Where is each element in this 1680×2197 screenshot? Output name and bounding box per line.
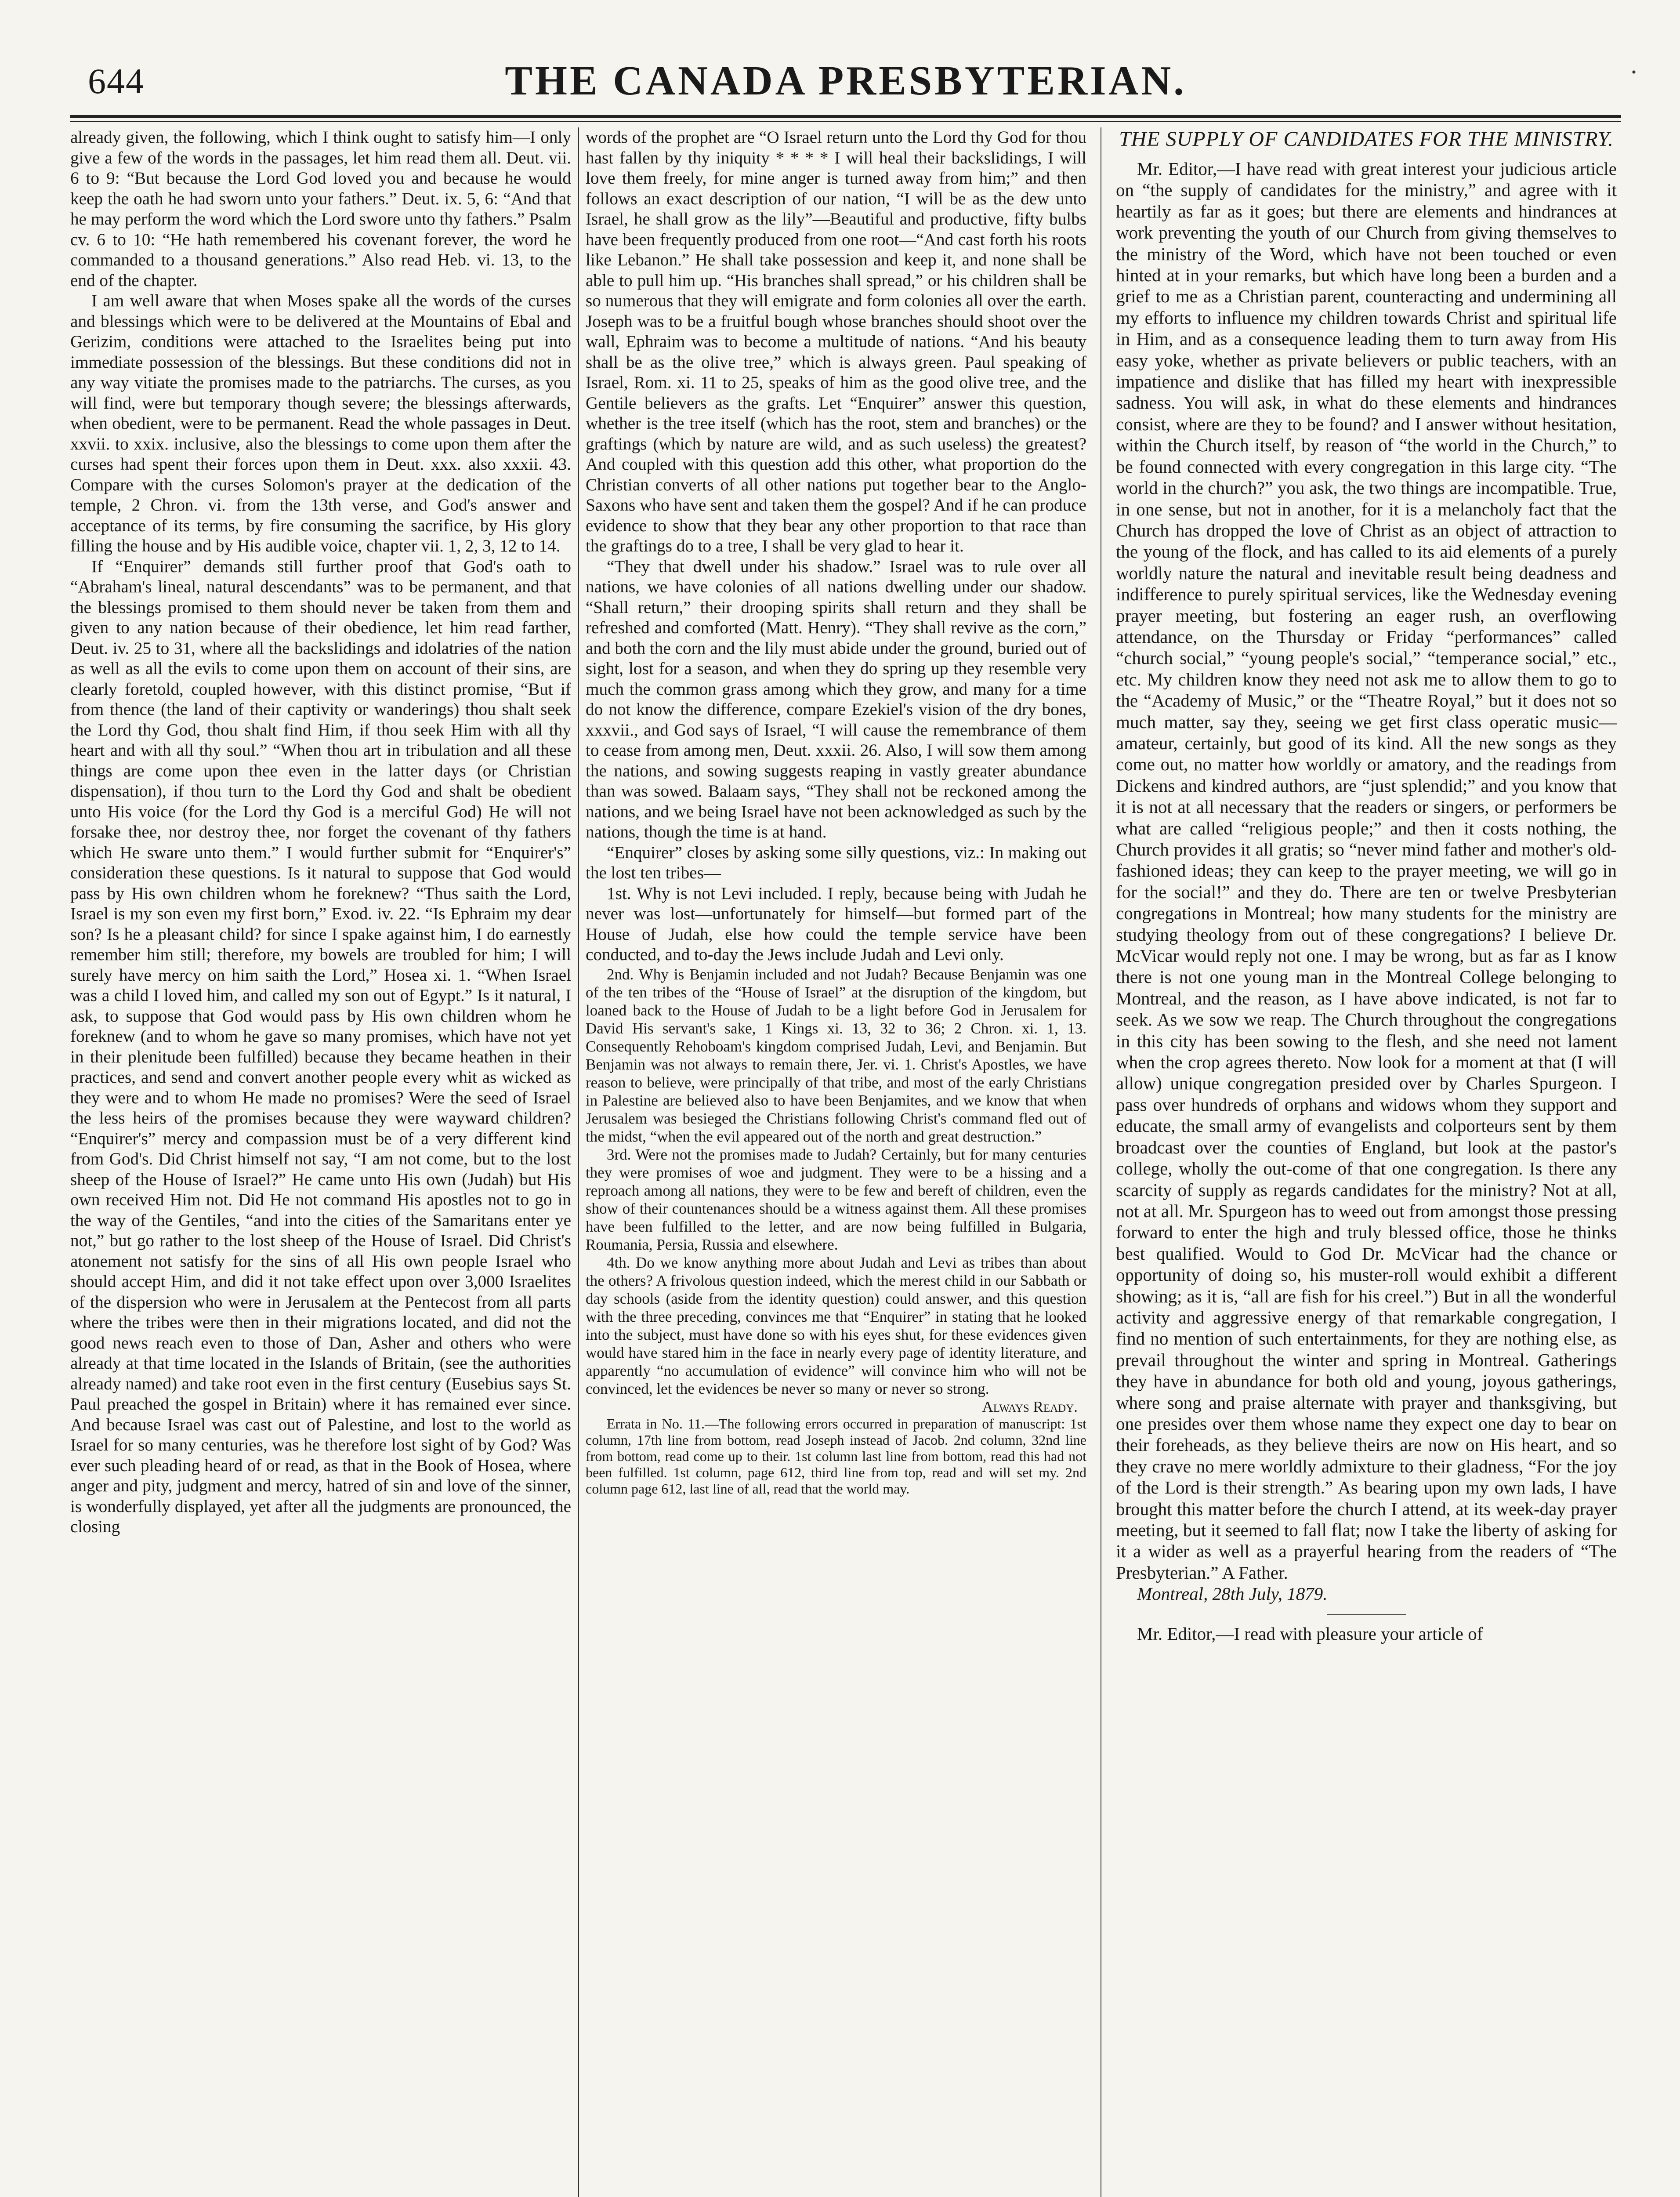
article-paragraph: words of the prophet are “O Israel return unto the Lord thy God for thou hast fallen by thy iniquity * * * * I will heal their backslidings, I will love them freely, for mine anger is turned away from him;” and then follows an exact description of our nation, “I will be as the dew unto Israel, he shall grow as the lily”—Beautiful and productive, fifty bulbs have been frequently produced from one root—“And cast forth his roots like Lebanon.” He shall take possession and keep it, and none shall be able to pull him up. “His branches shall spread,” or his children shall be so numerous that they will emigrate and form colonies all over the earth. Joseph was to be a fruitful bough whose branches should shoot over the wall, Ephraim was to become a multitude of nations. “And his beauty shall be as the olive tree,” which is always green. Paul speaking of Israel, Rom. xi. 11 to 25, speaks of him as the good olive tree, and the Gentile believers as the grafts. Let “Enquirer” answer this question, whether is the tree itself (which has the root, stem and branches) or the graftings (which by nature are wild, and as such useless) the greatest? And coupled with this question add this other, what proportion do the Christian converts of all other nations put together bear to the Anglo-Saxons who have sent and taken them the gospel? And if he can produce evidence to show that they bear any other proportion to that race than the graftings do to a tree, I shall be very glad to hear it.: [586, 128, 1086, 555]
article-paragraph: “Enquirer” closes by asking some silly questions, viz.: In making out the lost ten tribes—: [586, 843, 1086, 882]
column-right: [1116, 127, 1617, 2197]
article-paragraph: 1st. Why is not Levi included. I reply, because being with Judah he never was lost—unfortunately for himself—but formed part of the House of Judah, else how could the temple service have been conducted, and to-day the Jews include Judah and Levi only.: [586, 884, 1086, 964]
article-paragraph: 4th. Do we know anything more about Judah and Levi as tribes than about the others? A frivolous question indeed, which the merest child in our Sabbath or day schools (aside from the identity question) could answer, and this question with the three preceding, convinces me that “Enquirer” in stating that he looked into the subject, must have done so with his eyes shut, for these evidences given would have stared him in the face in nearly every page of identity literature, and apparently “no accumulation of evidence” will convince him who will not be convinced, let the evidences be never so many or never so strong.: [586, 1254, 1086, 1397]
page-number: 644: [88, 61, 145, 101]
newspaper-title: THE CANADA PRESBYTERIAN.: [505, 58, 1187, 104]
column-divider-1: [578, 127, 579, 2197]
errata-notice: Errata in No. 11.—The following errors occurred in preparation of manuscript: 1st column, 17th line from bottom, read Joseph instead of Jacob. 2nd column, 32nd line from bottom, read come up to their. 1st column last line from bottom, read this had not been fulfilled. 1st column, page 612, third line from top, read and will set my. 2nd column page 612, last line of all, read that the world may.: [586, 1415, 1086, 1497]
column-middle: [586, 127, 1086, 2197]
article-paragraph: 3rd. Were not the promises made to Judah? Certainly, but for many centuries they were promises of woe and judgment. They were to be a hissing and a reproach among all nations, they were to be few and bereft of children, even the show of their countenances should be a witness against them. All these promises have been fulfilled to the letter, and are now being fulfilled in Bulgaria, Roumania, Persia, Russia and elsewhere.: [586, 1146, 1086, 1253]
article-paragraph: Mr. Editor,—I have read with great interest your judicious article on “the supply of candidates for the ministry,” and agree with it heartily as far as it goes; but there are elements and hindrances at work preventing the youth of our Church from giving themselves to the ministry of the Word, which have not been touched or even hinted at in your remarks, but which have long been a burden and a grief to me as a Christian parent, counteracting and undermining all my efforts to influence my children towards Christ and spiritual life in Him, and as a consequence leading them to turn away from His easy yoke, whether as private believers or public teachers, with an impatience and dislike that has filled my heart with inexpressible sadness. You will ask, in what do these elements and hindrances consist, where are they to be found? and I answer without hesitation, within the Church itself, by reason of “the world in the Church,” to be found connected with every congregation in this large city. “The world in the church?” you ask, the two things are incompatible. True, in one sense, but not in another, for it is a melancholy fact that the Church has dropped the love of Christ as an object of attraction to the young of the flock, and has called to its aid elements of a purely worldly nature the natural and inevitable result being deadness and indifference to purely spiritual services, like the Wednesday evening prayer meeting, but fostering an eager rush, an overflowing attendance, on the Thursday or Friday “performances” called “church social,” “young people's social,” “temperance social,” etc., etc. My children know they need not ask me to allow them to go to the “Academy of Music,” or the “Theatre Royal,” but it does not so much matter, say they, seeing we get first class operatic music—amateur, certainly, but good of its kind. All the new songs as they come out, no matter how worldly or amatory, and the readings from Dickens and kindred authors, are “just splendid;” and you know that it is not at all necessary that the readers or singers, or performers be what are called “religious people;” and then it costs nothing, the Church provides it all gratis; so “never mind father and mother's old-fashioned ideas; they can keep to the prayer meeting, we will go in for the social!” and they do. There are ten or twelve Presbyterian congregations in Montreal; how many students for the ministry are studying theology from out of these congregations? I believe Dr. McVicar would reply not one. I may be wrong, but as far as I know there is not one young man in the Montreal College belonging to Montreal, and the reason, as I have above indicated, is not far to seek. As we sow we reap. The Church throughout the congregations in this city has been sowing to the flesh, and she need not lament when the crop agrees thereto. Now look for a moment at that (I will allow) unique congregation presided over by Charles Spurgeon. I pass over hundreds of orphans and widows whom they support and educate, the small army of evangelists and colporteurs sent by them broadcast over the counties of England, but look at the pastor's college, wholly the out-come of that one congregation. Is there any scarcity of supply as regards candidates for the ministry? Not at all, not at all. Mr. Spurgeon has to weed out from amongst those pressing forward to enter the high and truly blessed office, those he thinks best qualified. Would to God Dr. McVicar had the chance or opportunity of doing so, his muster-roll would exhibit a different showing; as it is, “all are fish for his creel.”) But in all the wonderful activity and aggressive energy of that remarkable congregation, I find no mention of such entertainments, for they are nothing else, as prevail throughout the winter and spring in Montreal. Gatherings they have in abundance for both old and young, joyous gatherings, where song and praise alternate with prayer and thanksgiving, but one presides over them whose name they expect one day to bear on their foreheads, as they believe theirs are now on His heart, and so they crave no mere worldly admixture to their gladness, “For the joy of the Lord is their strength.” As bearing upon my own lads, I have brought this matter before the church I attend, at its week-day prayer meeting, but it seemed to fall flat; now I take the liberty of asking for it a wider as well as a prayerful hearing from the readers of “The Presbyterian.” A Father.: [1116, 159, 1617, 1583]
article-paragraph: already given, the following, which I think ought to satisfy him—I only give a few of the words in the passages, let him read them all. Deut. vii. 6 to 9: “But because the Lord God loved you and because he would keep the oath he had sworn unto your fathers.” Deut. ix. 5, 6: “And that he may perform the word which the Lord swore unto thy fathers.” Psalm cv. 6 to 10: “He hath remembered his covenant forever, the word he commanded to a thousand generations.” Also read Heb. vi. 13, to the end of the chapter.: [70, 128, 571, 290]
column-left: [70, 127, 571, 2197]
article-paragraph: I am well aware that when Moses spake all the words of the curses and blessings which were to be delivered at the Mountains of Ebal and Gerizim, conditions were attached to the Israelites being put into immediate possession of the blessings. But these conditions did not in any way vitiate the promises made to the patriarchs. The curses, as you will find, were but temporary though severe; the blessings afterwards, when obedient, were to be permanent. Read the whole passages in Deut. xxvii. to xxix. inclusive, also the blessings to come upon them after the curses had spent their forces upon them in Deut. xxx. also xxxii. 43. Compare with the curses Solomon's prayer at the dedication of the temple, 2 Chron. vi. from the 13th verse, and God's answer and acceptance of its terms, by fire consuming the sacrifice, by His glory filling the house and by His audible voice, chapter vii. 1, 2, 3, 12 to 14.: [70, 291, 571, 555]
place-date-line: Montreal, 28th July, 1879.: [1137, 1584, 1328, 1604]
article-paragraph: 2nd. Why is Benjamin included and not Judah? Because Benjamin was one of the ten tribes of the “House of Israel” at the disruption of the kingdom, but loaned back to the House of Judah to be a light before God in Jerusalem for David His servant's sake, 1 Kings xi. 13, 32 to 36; 2 Chron. xi. 1, 13. Consequently Rehoboam's kingdom comprised Judah, Levi, and Benjamin. But Benjamin was not always to remain there, Jer. vi. 1. Christ's Apostles, we have reason to believe, were principally of that tribe, and most of the early Christians in Palestine are believed also to have been Benjamites, and we know that when Jerusalem was besieged the Christians following Christ's command fled out of the midst, “when the evil appeared out of the north and great destruction.”: [586, 965, 1086, 1145]
masthead: [88, 57, 1604, 114]
article-paragraph: If “Enquirer” demands still further proof that God's oath to “Abraham's lineal, natural descendants” was to be permanent, and that the blessings promised to them should never be taken from them and given to any nation because of their obedience, let him read farther, Deut. iv. 25 to 31, where all the backslidings and idolatries of the nation as well as all the evils to come upon them on account of their sins, are clearly foretold, coupled however, with this distinct promise, “But if from thence (the land of their captivity or wanderings) thou shalt seek the Lord thy God, thou shalt find Him, if thou seek Him with all thy heart and with all thy soul.” “When thou art in tribulation and all these things are come upon thee even in the latter days (or Christian dispensation), if thou turn to the Lord thy God and shalt be obedient unto His voice (for the Lord thy God is a merciful God) He will not forsake thee, nor destroy thee, nor forget the covenant of thy fathers which He sware unto them.” I would further submit for “Enquirer's” consideration these questions. Is it natural to suppose that God would pass by His own children whom he foreknew? “Thus saith the Lord, Israel is my son even my first born,” Exod. iv. 22. “Is Ephraim my dear son? Is he a pleasant child? for since I spake against him, I do earnestly remember him still; therefore, my bowels are troubled for him; I will surely have mercy on him saith the Lord,” Hosea xi. 1. “When Israel was a child I loved him, and called my son out of Egypt.” Is it natural, I ask, to suppose that God would pass by His own children whom he foreknew (and to whom he gave so many promises, which have not yet in their plenitude been fulfilled) because they became heathen in their practices, and send and convert another people every whit as wicked as they were and to whom He made no promises? Were the seed of Israel the less heirs of the promises because they were wayward children? “Enquirer's” mercy and compassion must be of a very different kind from God's. Did Christ himself not say, “I am not come, but to the lost sheep of the House of Israel?” He came unto His own (Judah) but His own received Him not. Did He not command His apostles not to go in the way of the Gentiles, “and into the cities of the Samaritans enter ye not,” but go rather to the lost sheep of the House of Israel. Did Christ's atonement not satisfy for the sins of all His own people Israel who should accept Him, and did it not take effect upon over 3,000 Israelites of the dispersion who were in Jerusalem at the Pentecost from all parts where the tribes were then in their migrations located, and did not the good news reach even to those of Dan, Asher and others who were already at that time located in the Islands of Britain, (see the authorities already named) and take root even in the first century (Eusebius says St. Paul preached the gospel in Britain) where it has remained ever since. And because Israel was cast out of Palestine, and lost to the world as Israel for so many centuries, was he therefore lost sight of by God? Was ever such pleading heard of or read, as that in the Book of Hosea, where anger and pity, judgment and mercy, hatred of sin and love of the sinner, is wonderfully displayed, yet after all the judgments are pronounced, the closing: [70, 557, 571, 1536]
header-rule-thick: [70, 115, 1621, 118]
letter-signature: Always Ready.: [982, 1398, 1078, 1415]
header-rule-thin: [70, 121, 1621, 122]
margin-mark: ·: [1629, 58, 1638, 87]
section-heading: THE SUPPLY OF CANDIDATES FOR THE MINISTRY.: [1119, 127, 1614, 151]
article-paragraph: “They that dwell under his shadow.” Israel was to rule over all nations, we have colonies of all nations dwelling under our shadow. “Shall return,” their drooping spirits shall return and they shall be refreshed and comforted (Matt. Henry). “They shall revive as the corn,” and both the corn and the lily must abide under the ground, buried out of sight, lost for a season, and when they do spring up they resemble very much the common grass among which they grow, and many for a time do not know the difference, compare Ezekiel's vision of the dry bones, xxxvii., and God says of Israel, “I will cause the remembrance of them to cease from among men, Deut. xxxii. 26. Also, I will sow them among the nations, and sowing suggests reaping in vastly greater abundance than was sowed. Balaam says, “They shall not be reckoned among the nations, and we being Israel have not been acknowledged as such by the nations, though the time is at hand.: [586, 557, 1086, 841]
article-paragraph: Mr. Editor,—I read with pleasure your article of: [1137, 1623, 1483, 1644]
section-divider: [1327, 1614, 1406, 1615]
